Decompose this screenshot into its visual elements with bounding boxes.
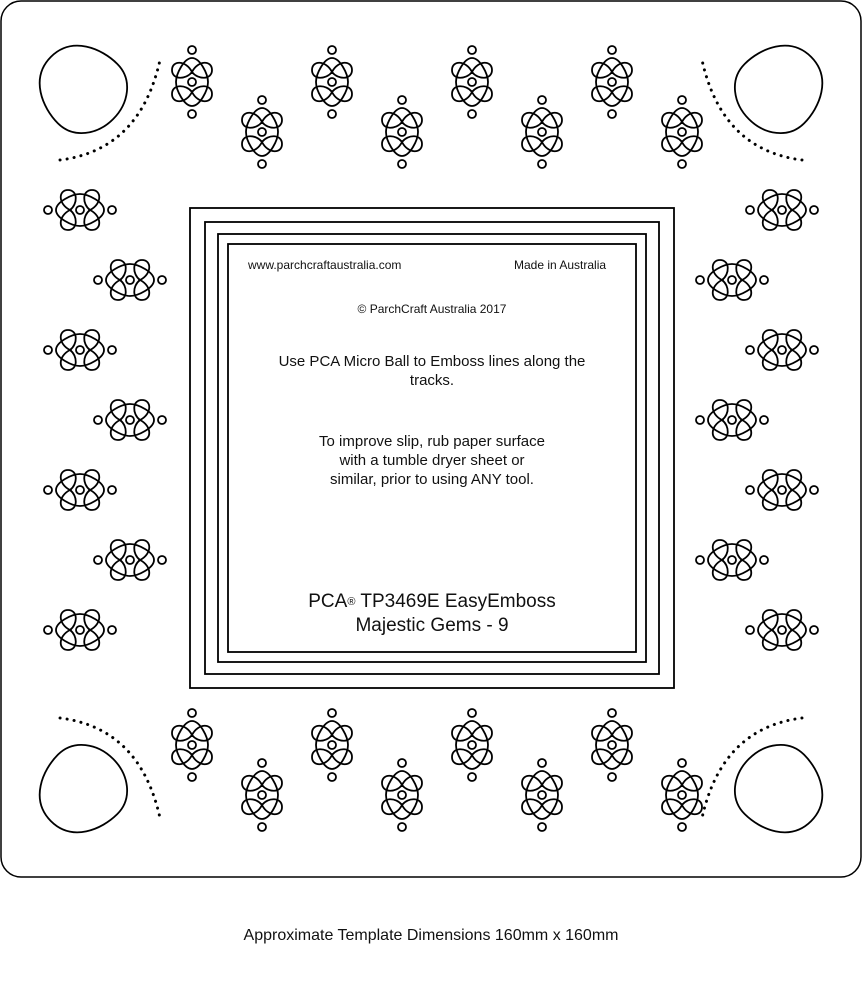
- product-code: TP3469E EasyEmboss: [355, 591, 556, 612]
- product-brand: PCA: [308, 591, 348, 612]
- bottom-border-motifs: [172, 709, 702, 831]
- product-code-line: [228, 590, 636, 614]
- product-name: Majestic Gems - 9: [355, 615, 509, 636]
- slip-instruction: To improve slip, rub paper surface with a tumble dryer sheet or similar, prior to using ANY tool.: [319, 433, 545, 488]
- registered-mark: ®: [347, 596, 356, 608]
- emboss-instruction: Use PCA Micro Ball to Emboss lines along the tracks.: [278, 353, 586, 389]
- website-url: www.parchcraftaustralia.com: [248, 258, 402, 272]
- copyright-notice: © ParchCraft Australia 2017: [357, 302, 507, 316]
- dimensions-caption: Approximate Template Dimensions 160mm x 160mm: [243, 927, 619, 944]
- top-border-motifs: [172, 46, 702, 168]
- origin-label: Made in Australia: [514, 258, 607, 272]
- left-border-motifs: [44, 190, 166, 650]
- right-border-motifs: [696, 190, 818, 650]
